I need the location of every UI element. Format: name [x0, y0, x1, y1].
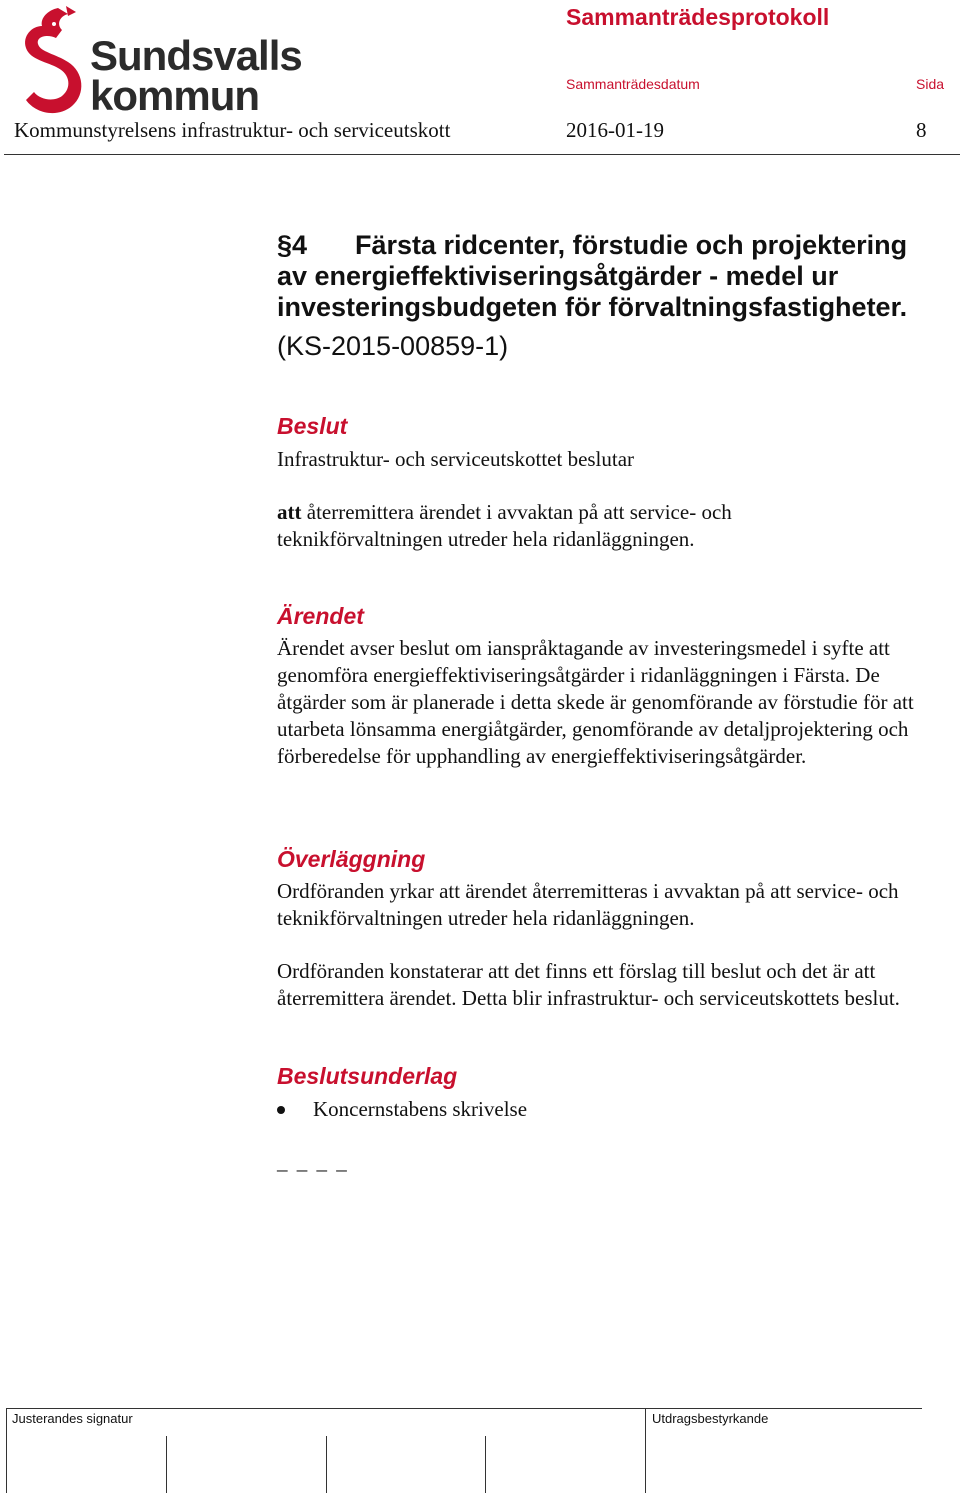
deliberation-paragraph-2: Ordföranden konstaterar att det finns ett förslag till beslut och det är att återremittera ärendet. Detta blir infrastruktur- och serviceutskottets beslut. — [277, 959, 900, 1010]
title-line-2: av energieffektiviseringsåtgärder - medel ur — [277, 261, 839, 291]
header-divider — [4, 154, 960, 155]
logo-wordmark-line1: Sundsvalls — [90, 32, 302, 79]
footer-border-left — [6, 1408, 7, 1493]
heading-beslut: Beslut — [277, 413, 348, 439]
paragraph-number: §4 — [277, 230, 308, 260]
footer-divider — [6, 1408, 922, 1409]
bullet-icon — [277, 1106, 285, 1114]
title-line-1: Färsta ridcenter, förstudie och projektering — [355, 230, 908, 260]
sundsvall-seahorse-icon — [18, 4, 88, 120]
meeting-date: 2016-01-19 — [566, 118, 664, 142]
meeting-date-label: Sammanträdesdatum — [566, 76, 700, 92]
case-description: Ärendet avser beslut om ianspråktagande av investeringsmedel i syfte att genomföra energieffektiviseringsåtgärder i ridanläggningen i Färsta. De åtgärder som är planerade i detta skede är genomförande av förstudie för att utarbeta lönsamma energiåtgärder, genomförande av detaljprojektering och förberedelse för upphandling av energieffektiviseringsåtgärder. — [277, 636, 914, 768]
heading-arendet: Ärendet — [277, 603, 364, 629]
title-line-3: investeringsbudgeten för förvaltningsfastigheter. — [277, 292, 908, 322]
signature-box-divider — [326, 1436, 327, 1493]
signature-label: Justerandes signatur — [12, 1411, 133, 1426]
att-keyword: att — [277, 500, 302, 524]
list-item-text: Koncernstabens skrivelse — [313, 1097, 528, 1121]
heading-overlaggning: Överläggning — [277, 846, 426, 872]
case-number: (KS-2015-00859-1) — [277, 331, 509, 361]
deliberation-paragraph-1: Ordföranden yrkar att ärendet återremitteras i avvaktan på att service- och teknikförvaltningen utreder hela ridanläggningen. — [277, 879, 899, 930]
committee-name: Kommunstyrelsens infrastruktur- och serviceutskott — [14, 118, 451, 142]
footer-border-middle — [645, 1408, 646, 1493]
organization-logo — [18, 4, 308, 120]
decision-intro: Infrastruktur- och serviceutskottet beslutar — [277, 447, 635, 471]
heading-beslutsunderlag: Beslutsunderlag — [277, 1063, 458, 1089]
end-marker: _ _ _ _ — [277, 1150, 349, 1174]
item-title — [277, 230, 937, 323]
decision-text — [277, 499, 817, 553]
logo-wordmark-line2: kommun — [90, 72, 260, 119]
page-label: Sida — [916, 76, 945, 92]
signature-box-divider — [166, 1436, 167, 1493]
extract-certification-label: Utdragsbestyrkande — [652, 1411, 769, 1426]
signature-box-divider — [485, 1436, 486, 1493]
page-number: 8 — [916, 118, 927, 142]
document-type: Sammanträdesprotokoll — [566, 4, 830, 30]
decision-body: återremittera ärendet i avvaktan på att service- och teknikförvaltningen utreder hela ridanläggningen. — [277, 500, 732, 551]
